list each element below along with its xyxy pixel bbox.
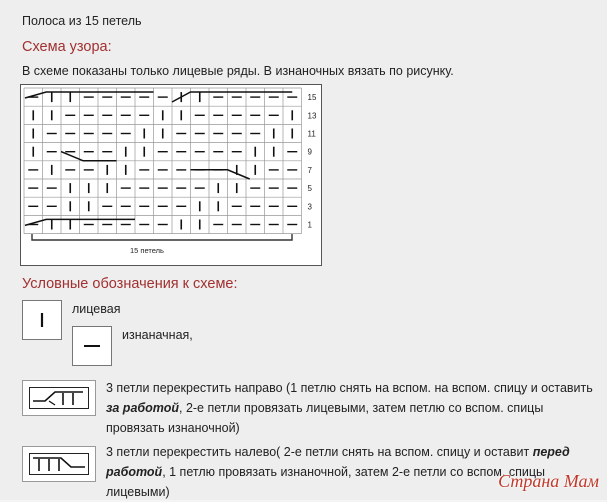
purl-label: изнаначная, [122, 328, 193, 342]
legend-heading: Условные обозначения к схеме: [22, 276, 238, 292]
page-title: Полоса из 15 петель [22, 14, 142, 28]
cross-right-description [106, 378, 600, 438]
purl-symbol-box [72, 326, 112, 366]
cross-right-symbol-box [22, 380, 96, 416]
chart-row-number: 3 [307, 202, 312, 212]
scheme-heading: Схема узора: [22, 39, 112, 55]
chart-row-number: 15 [307, 93, 317, 103]
cross-right-icon [29, 387, 89, 409]
cross-right-emphasis: за работой [106, 401, 179, 415]
scheme-note: В схеме показаны только лицевые ряды. В изнаночных вязать по рисунку. [22, 64, 454, 78]
cross-left-icon [29, 453, 89, 475]
chart-row-number: 11 [307, 129, 316, 139]
chart-row-number: 7 [307, 165, 312, 175]
purl-stitch-icon [73, 327, 111, 365]
cross-left-symbol-box [22, 446, 96, 482]
knit-label: лицевая [72, 302, 121, 316]
knit-symbol-box [22, 300, 62, 340]
cross-left-text-1: 3 петли перекрестить налево( 2-е петли снять на вспом. спицу и оставит [106, 445, 533, 459]
knit-stitch-icon [23, 301, 61, 339]
chart-row-number: 1 [307, 220, 312, 230]
chart-width-label: 15 петель [130, 246, 164, 255]
chart-row-number: 5 [307, 184, 312, 194]
chart-row-number: 13 [307, 111, 317, 121]
knitting-chart [20, 84, 322, 266]
cross-right-text-1: 3 петли перекрестить направо (1 петлю снять на вспом. на вспом. спицу и оставить [106, 381, 593, 395]
cross-left-text-2: , 1 петлю провязать изнаночной, затем 2-е петли со вспом. спицы лицевыми) [106, 465, 545, 499]
chart-row-number: 9 [307, 147, 312, 157]
cross-left-emphasis: перед работой [106, 445, 570, 479]
cross-right-text-2: , 2-е петли провязать лицевыми, затем петлю со вспом. спицы провязать изнаночной) [106, 401, 544, 435]
site-watermark: Страна Мам [498, 471, 599, 491]
